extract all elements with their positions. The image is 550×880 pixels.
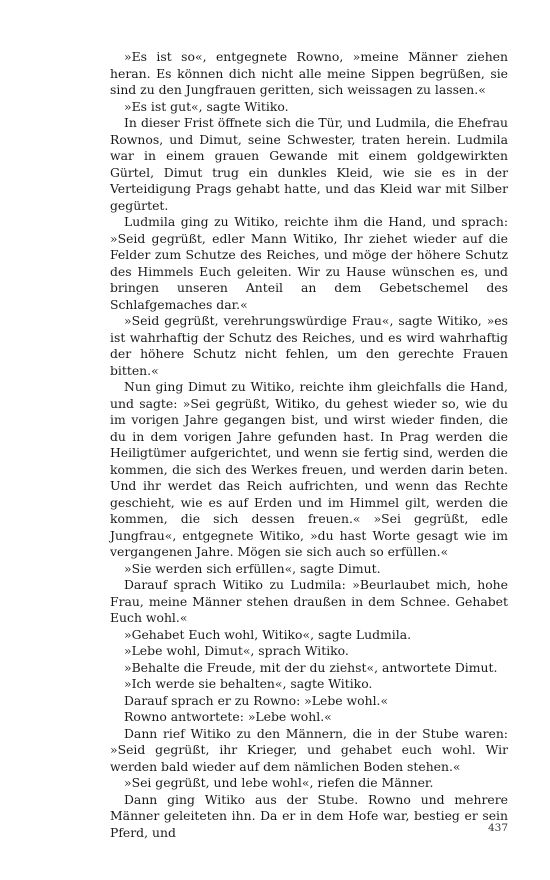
paragraph: Dann rief Witiko zu den Männern, die in der Stube waren: »Seid gegrüßt, ihr Krieger, und gehabet euch wohl. Wir werden bald wieder auf dem nämlichen Boden stehen.« [110,725,508,774]
body-text [110,49,508,841]
paragraph: In dieser Frist öffnete sich die Tür, und Ludmila, die Ehefrau Rownos, und Dimut, seine Schwester, traten herein. Ludmila war in einem grauen Gewande mit einem goldgewirkten Gürtel, Dimut trug ein dunkles Kleid, wie sie es in der Verteidigung Prags gehabt hatte, und das Kleid war mit Silber gegürtet. [110,115,508,213]
paragraph: »Sei gegrüßt, und lebe wohl«, riefen die Männer. [124,775,434,790]
paragraph: Rowno antwortete: »Lebe wohl.« [124,709,332,724]
paragraph: »Gehabet Euch wohl, Witiko«, sagte Ludmila. [124,626,412,642]
paragraph: Darauf sprach Witiko zu Ludmila: »Beurlaubet mich, hohe Frau, meine Männer stehen draußen in dem Schnee. Gehabet Euch wohl.« [110,577,508,625]
paragraph: »Ich werde sie behalten«, sagte Witiko. [124,676,373,691]
paragraph: »Sie werden sich erfüllen«, sagte Dimut. [124,560,381,576]
paragraph: Ludmila ging zu Witiko, reichte ihm die Hand, und sprach: »Seid gegrüßt, edler Mann Witiko, Ihr ziehet wieder auf die Felder zum Schutze des Reiches, und möge der höhere Schutz des Himmels Euch geleiten. Wir zu Hause wünschen es, und bringen unseren Anteil an dem Gebetschemel des Schlafgemaches dar.« [110,214,508,312]
paragraph: »Behalte die Freude, mit der du ziehst«, antwortete Dimut. [124,659,498,675]
paragraph: »Lebe wohl, Dimut«, sprach Witiko. [124,643,349,658]
paragraph: »Es ist so«, entgegnete Rowno, »meine Männer ziehen heran. Es können dich nicht alle meine Sippen begrüßen, sie sind zu den Jungfrauen geritten, sich weissagen zu lassen.« [110,49,508,97]
page-number: 437 [487,822,508,834]
paragraph: Dann ging Witiko aus der Stube. Rowno und mehrere Männer geleiteten ihn. Da er in dem Hofe war, bestieg er sein Pferd, und [110,791,508,840]
paragraph: »Seid gegrüßt, verehrungswürdige Frau«, sagte Witiko, »es ist wahrhaftig der Schutz des Reiches, und es wird wahrhaftig der höhere Schutz nicht fehlen, um den gerechte Frauen bitten.« [110,313,508,378]
paragraph: Darauf sprach er zu Rowno: »Lebe wohl.« [124,692,389,708]
paragraph: »Es ist gut«, sagte Witiko. [124,98,289,114]
paragraph: Nun ging Dimut zu Witiko, reichte ihm gleichfalls die Hand, und sagte: »Sei gegrüßt, Witiko, du gehest wieder so, wie du im vorigen Jahre gegangen bist, und wirst wieder finden, die du in dem vorigen Jahre gefunden hast. In Prag werden die Heiligtümer aufgerichtet, und wenn sie fertig sind, werden die kommen, die sich des Werkes freuen, und werden darin beten. Und ihr werdet das Reich aufrichten, und wenn das Rechte geschieht, wie es auf Erden und im Himmel gilt, werden die kommen, die sich dessen freuen.« »Sei gegrüßt, edle Jungfrau«, entgegnete Witiko, »du hast Worte gesagt wie im vergangenen Jahre. Mögen sie sich auch so erfüllen.« [110,379,508,559]
